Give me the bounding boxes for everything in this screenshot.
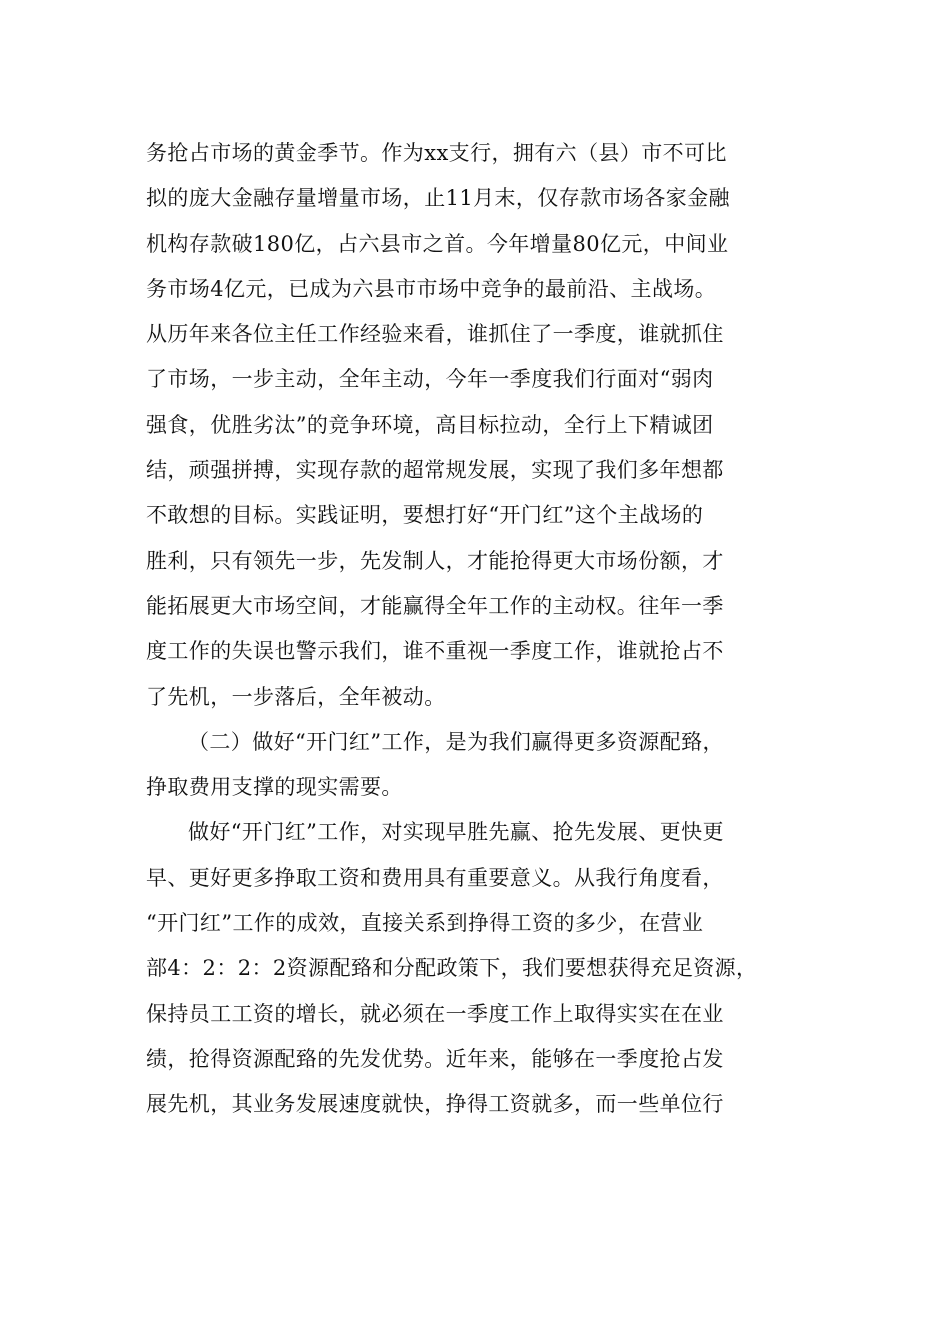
text-line: 强食，优胜劣汰”的竞争环境，高目标拉动，全行上下精诚团	[146, 412, 714, 437]
text-line: 不敢想的目标。实践证明，要想打好“开门红”这个主战场的	[146, 503, 704, 528]
section-heading-line: 挣取费用支撑的现实需要。	[146, 775, 403, 800]
text-line: “开门红”工作的成效，直接关系到挣得工资的多少，在营业	[146, 911, 704, 936]
text-line: 能拓展更大市场空间，才能赢得全年工作的主动权。往年一季	[146, 593, 724, 618]
text-line: 结，顽强拼搏，实现存款的超常规发展，实现了我们多年想都	[146, 458, 724, 483]
text-line: 展先机，其业务发展速度就快，挣得工资就多，而一些单位行	[146, 1092, 724, 1117]
text-line: 从历年来各位主任工作经验来看，谁抓住了一季度，谁就抓住	[146, 322, 724, 347]
text-line: 保持员工工资的增长，就必须在一季度工作上取得实实在在业	[146, 1001, 724, 1026]
text-line: 部4：2：2：2资源配臵和分配政策下，我们要想获得充足资源，	[146, 956, 758, 981]
text-line: 机构存款破180亿，占六县市之首。今年增量80亿元，中间业	[146, 231, 729, 256]
text-line: 度工作的失误也警示我们，谁不重视一季度工作，谁就抢占不	[146, 639, 724, 664]
section-heading-line: （二）做好“开门红”工作，是为我们赢得更多资源配臵，	[188, 729, 724, 754]
text-line: 务抢占市场的黄金季节。作为xx支行，拥有六（县）市不可比	[146, 141, 727, 165]
text-line: 早、更好更多挣取工资和费用具有重要意义。从我行角度看，	[146, 865, 724, 890]
text-line: 绩，抢得资源配臵的先发优势。近年来，能够在一季度抢占发	[146, 1046, 724, 1071]
text-line: 拟的庞大金融存量增量市场，止11月末，仅存款市场各家金融	[146, 186, 730, 211]
text-line: 胜利，只有领先一步，先发制人，才能抢得更大市场份额，才	[146, 548, 724, 573]
text-line: 务市场4亿元，已成为六县市市场中竞争的最前沿、主战场。	[146, 276, 717, 301]
text-line: 了先机，一步落后，全年被动。	[146, 684, 446, 709]
text-line: 了市场，一步主动，全年主动，今年一季度我们行面对“弱肉	[146, 367, 714, 392]
document-body	[146, 131, 806, 1128]
text-line: 做好“开门红”工作，对实现早胜先赢、抢先发展、更快更	[188, 820, 724, 845]
